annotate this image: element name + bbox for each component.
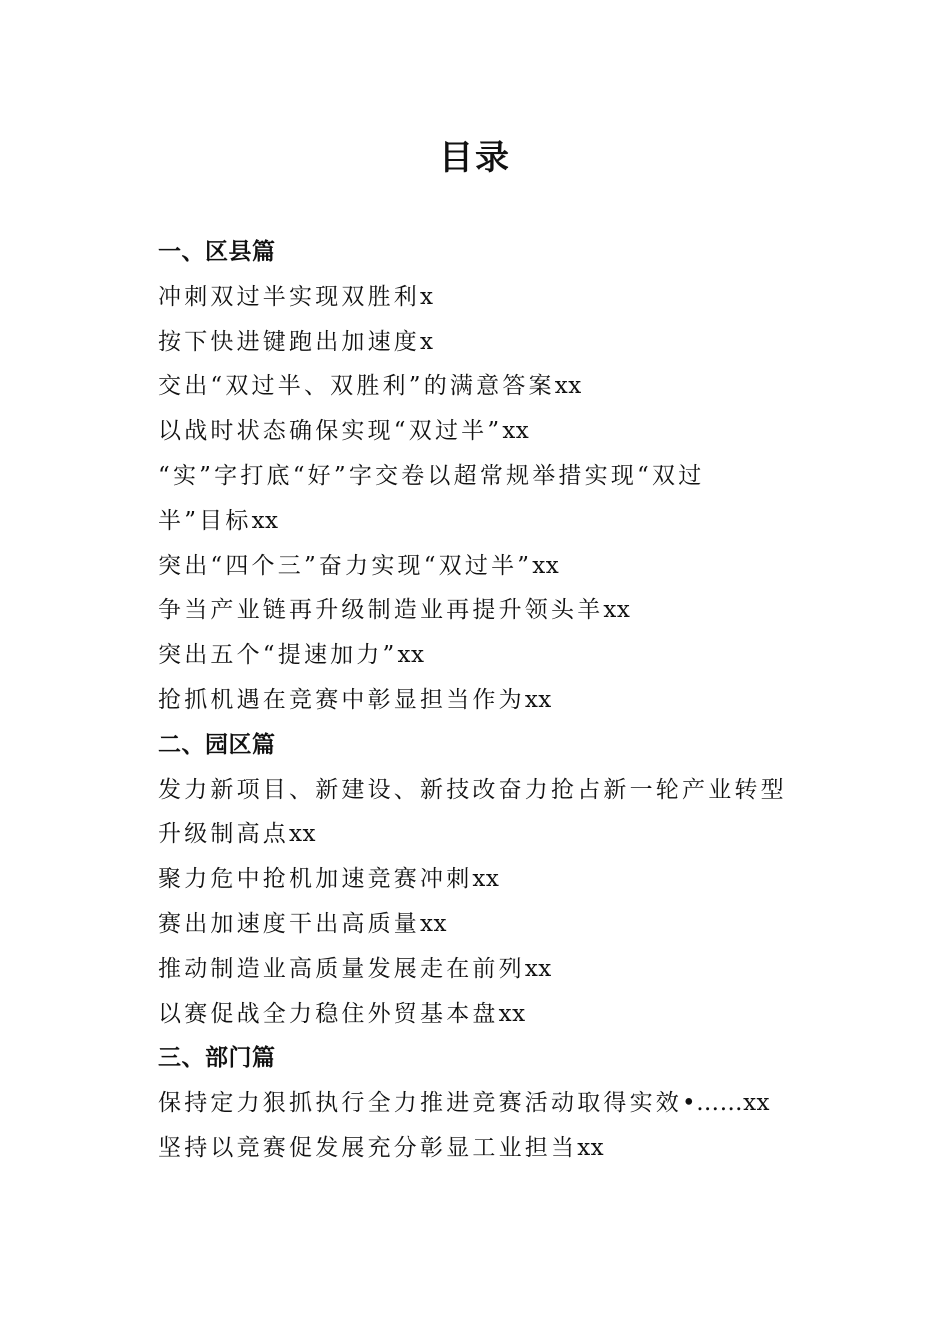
page-number: x: [420, 283, 434, 310]
page-number: xx: [472, 866, 500, 893]
entry-text: 以战时状态确保实现“双过半”: [158, 418, 503, 445]
toc-entry[interactable]: [158, 902, 798, 947]
page-number: xx: [397, 642, 425, 669]
entry-text: 冲刺双过半实现双胜利: [158, 283, 420, 310]
entry-text: 坚持以竞赛促发展充分彰显工业担当: [158, 1134, 578, 1161]
toc-entry[interactable]: [158, 544, 798, 589]
entry-text: 抢抓机遇在竞赛中彰显担当作为: [158, 686, 525, 713]
toc-entry[interactable]: [158, 857, 798, 902]
toc-entry[interactable]: [158, 947, 798, 992]
entry-text: 赛出加速度干出高质量: [158, 910, 420, 937]
toc-entry[interactable]: [158, 1081, 798, 1126]
toc-entry[interactable]: [158, 992, 798, 1037]
entry-text: 聚力危中抢机加速竞赛冲刺: [158, 866, 473, 893]
entry-text: 以赛促战全力稳住外贸基本盘: [158, 1000, 499, 1027]
section-heading: 三、部门篇: [158, 1045, 276, 1072]
page-number: xx: [743, 1090, 771, 1117]
toc-entry[interactable]: [158, 633, 798, 678]
entry-text: 升级制高点: [158, 821, 289, 848]
page-number: xx: [251, 507, 279, 534]
entry-text: 保持定力狠抓执行全力推进竞赛活动取得实效: [158, 1090, 682, 1117]
dot-leader: •……: [682, 1090, 744, 1117]
entry-text: 交出“双过半、双胜利”的满意答案: [158, 373, 555, 400]
page-number: xx: [524, 686, 552, 713]
toc-entry[interactable]: [158, 768, 798, 858]
page-number: xx: [420, 910, 447, 937]
entry-text: 推动制造业高质量发展走在前列: [158, 955, 525, 982]
toc-entry[interactable]: [158, 364, 798, 409]
toc-entry[interactable]: [158, 275, 798, 320]
page-number: xx: [502, 418, 530, 445]
toc-entry[interactable]: [158, 1126, 798, 1171]
entry-text: 突出“四个三”奋力实现“双过半”: [158, 552, 533, 579]
page-number: xx: [524, 955, 552, 982]
page-number: xx: [554, 373, 582, 400]
toc-entry[interactable]: [158, 588, 798, 633]
page-number: xx: [289, 821, 316, 848]
toc-entry[interactable]: [158, 454, 798, 544]
page-number: x: [420, 328, 434, 355]
entry-text: 发力新项目、新建设、新技改奋力抢占新一轮产业转型: [158, 776, 787, 803]
section-heading: 一、区县篇: [158, 239, 276, 265]
toc-entry[interactable]: [158, 409, 798, 454]
page-number: xx: [532, 552, 560, 579]
section-heading: 二、园区篇: [158, 731, 276, 758]
table-of-contents: [158, 230, 798, 1171]
page-title: 目录: [439, 138, 511, 178]
toc-entry[interactable]: [158, 320, 798, 365]
entry-text: 按下快进键跑出加速度: [158, 328, 420, 355]
entry-text: “实”字打底“好”字交卷以超常规举措实现“双过: [158, 462, 705, 489]
page-number: xx: [603, 597, 631, 624]
page-number: xx: [577, 1134, 605, 1161]
toc-entry[interactable]: [158, 678, 798, 723]
page-number: xx: [498, 1000, 526, 1027]
entry-text: 半”目标: [158, 507, 252, 534]
entry-text: 争当产业链再升级制造业再提升领头羊: [158, 597, 604, 624]
entry-text: 突出五个“提速加力”: [158, 642, 398, 669]
